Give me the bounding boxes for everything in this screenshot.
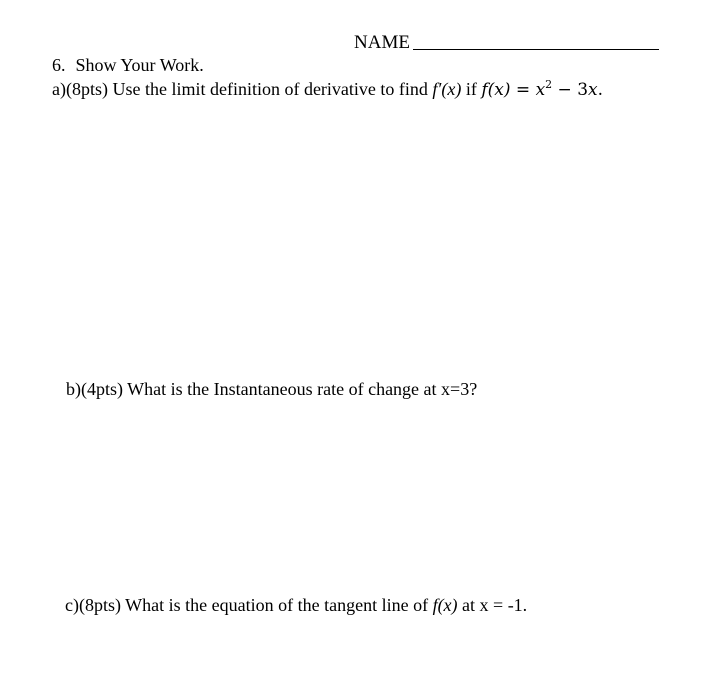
question-c-fx: f(x) — [432, 595, 458, 615]
question-a-formula — [481, 80, 603, 100]
section-heading — [52, 53, 204, 77]
question-a-fprime: f′(x) — [432, 79, 462, 99]
formula-minus: − 3 — [552, 80, 589, 100]
formula-period: . — [597, 80, 604, 100]
question-b-text: b)(4pts) What is the Instantaneous rate of change at x=3? — [66, 379, 478, 399]
question-a-prefix: a)(8pts) Use the limit definition of derivative to find — [52, 79, 433, 99]
question-b — [66, 377, 477, 401]
section-title: Show Your Work. — [75, 55, 204, 75]
name-field — [354, 31, 659, 55]
question-a — [52, 77, 603, 102]
formula-arg: (x) — [487, 80, 511, 100]
formula-exponent: 2 — [545, 78, 553, 91]
section-number: 6. — [52, 55, 66, 75]
name-label: NAME — [354, 32, 410, 53]
formula-equals: = — [510, 80, 536, 100]
formula-f: f — [481, 80, 488, 100]
question-c-suffix: at x = -1. — [457, 595, 528, 615]
formula-x: x — [535, 80, 546, 100]
question-a-connector: if — [461, 79, 482, 99]
name-blank-line — [413, 33, 659, 50]
question-c — [65, 593, 527, 617]
formula-x2: x — [588, 80, 598, 100]
question-c-prefix: c)(8pts) What is the equation of the tangent line of — [65, 595, 433, 615]
